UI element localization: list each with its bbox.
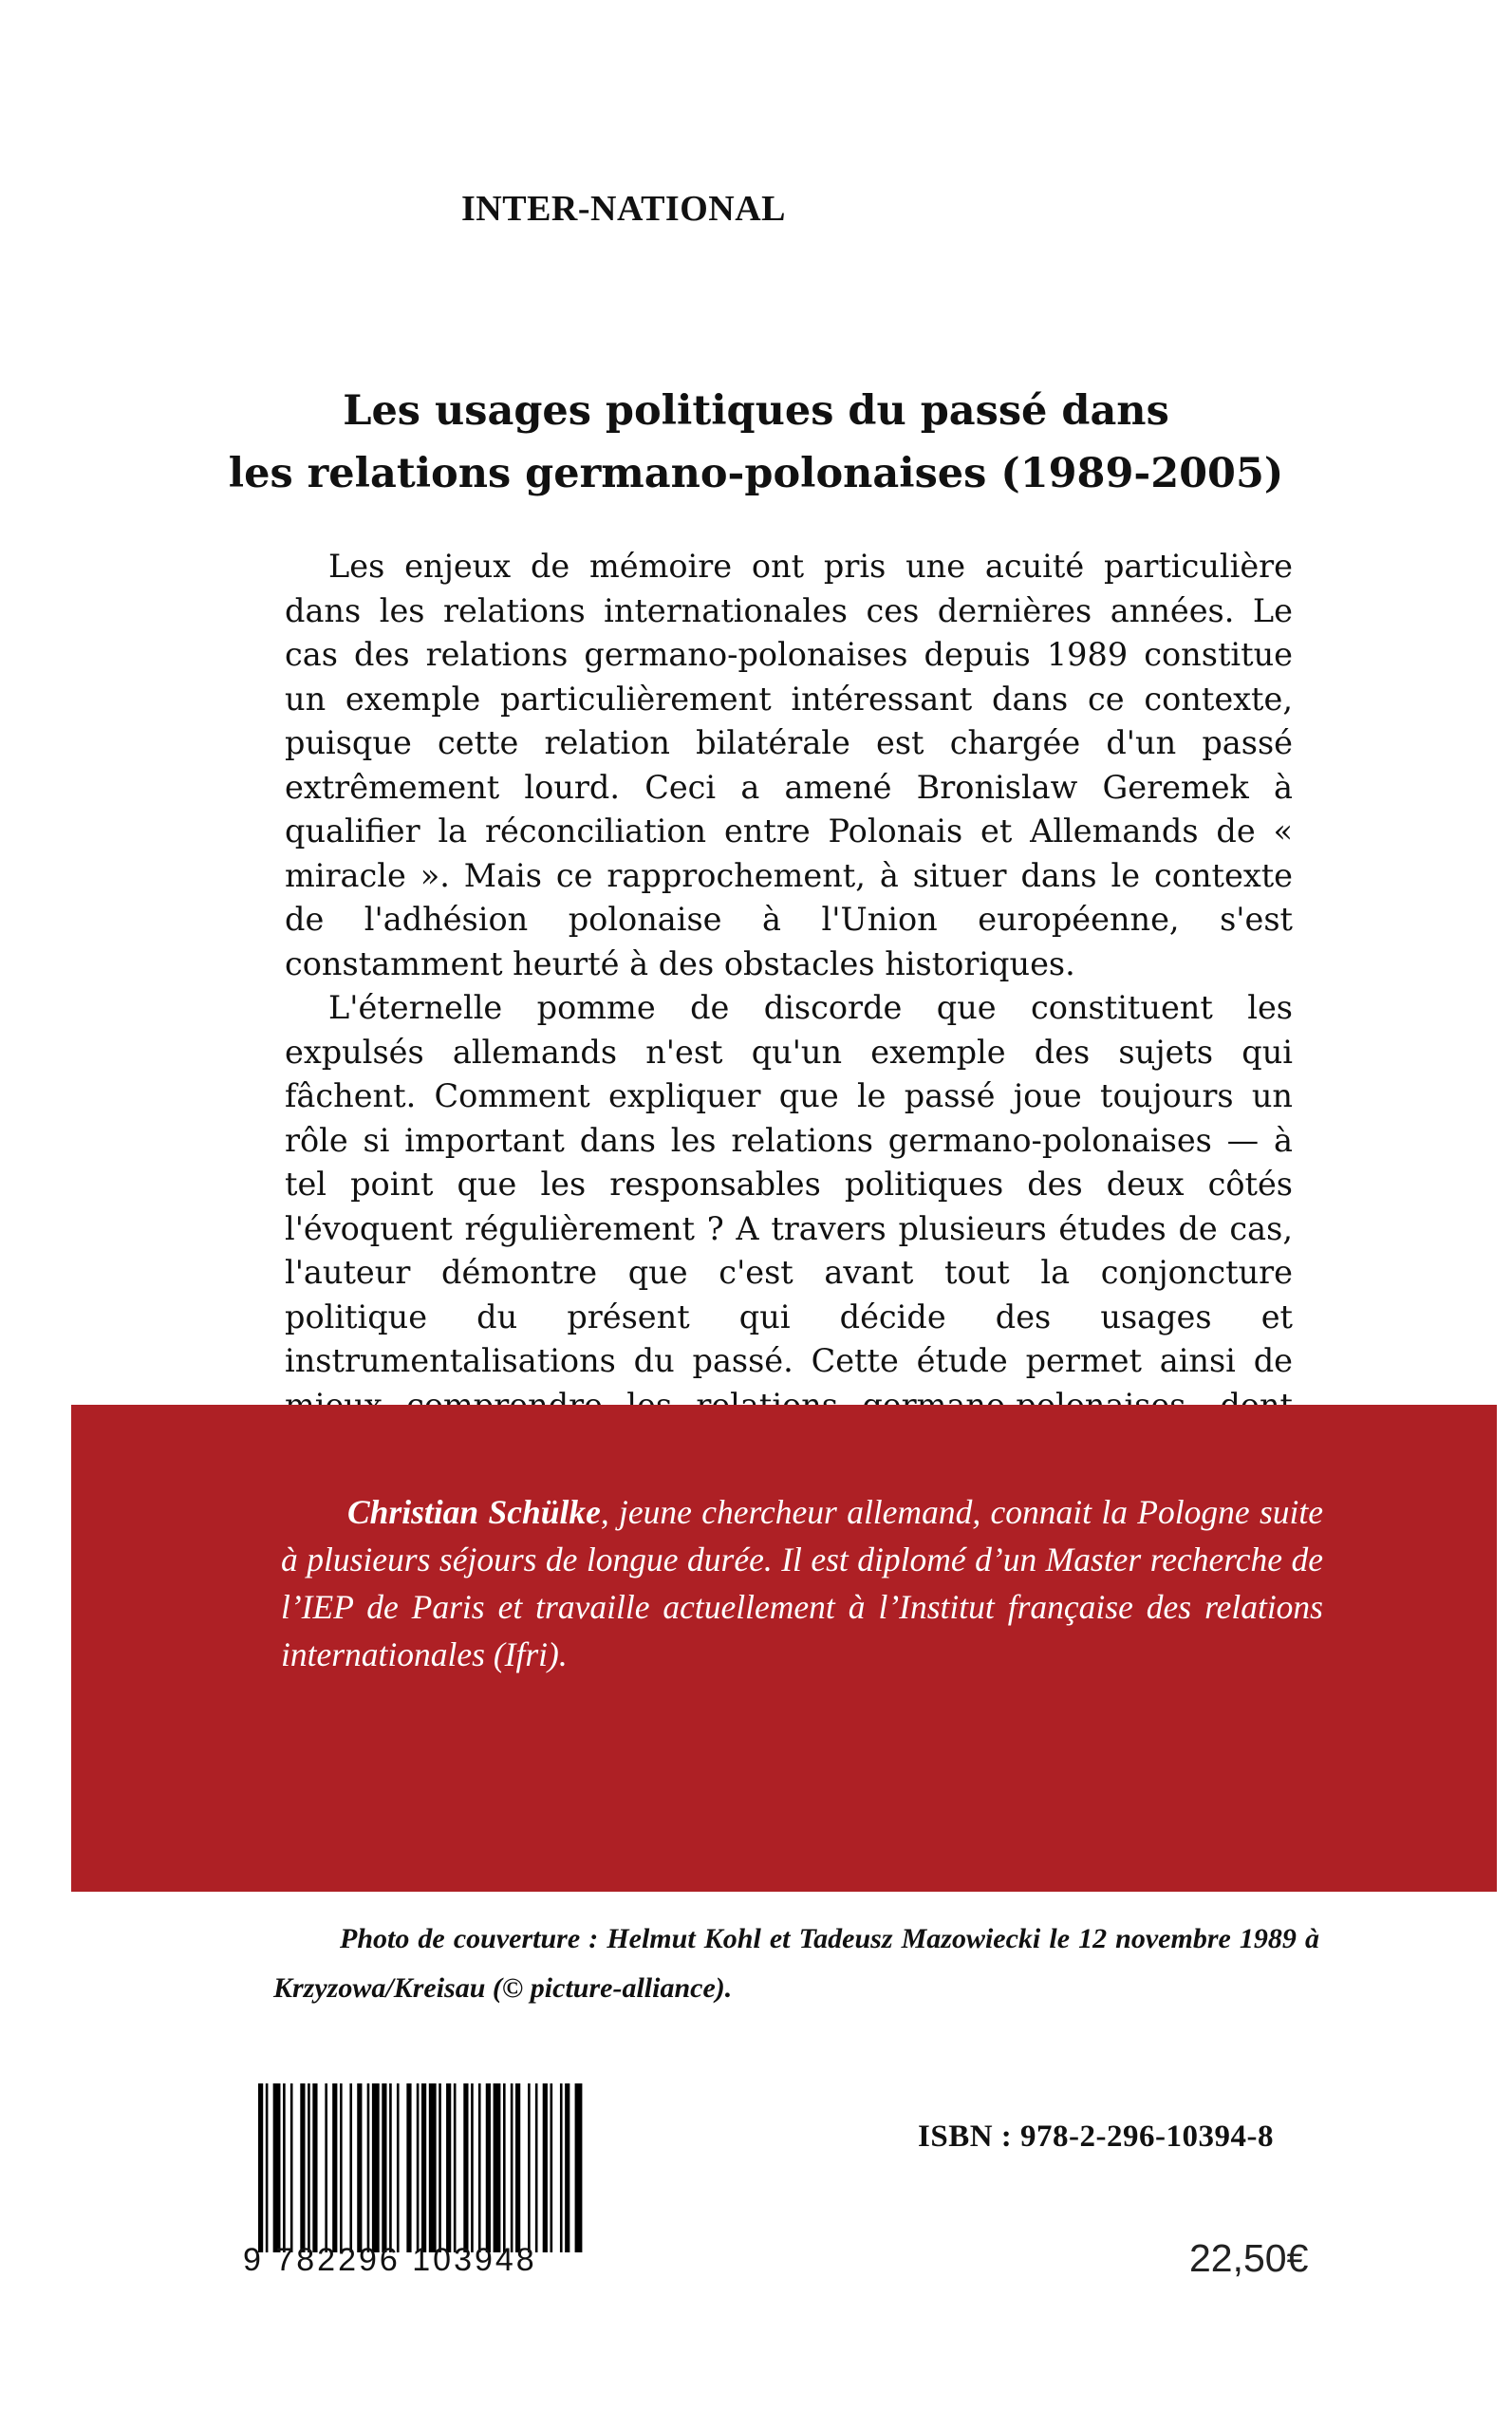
- book-title: [190, 380, 1322, 505]
- author-name: Christian Schülke: [347, 1493, 601, 1531]
- book-blurb: [285, 545, 1293, 1472]
- book-title-line-1: Les usages politiques du passé dans: [343, 387, 1169, 435]
- author-bio: [281, 1488, 1323, 1678]
- price: 22,50€: [1189, 2236, 1309, 2280]
- blurb-paragraph-2: L'éternelle pomme de discorde que constituent les expulsés allemands n'est qu'un exemple des sujets qui fâchent. Comment expliquer que le passé joue toujours un rôle si important dans les relations germano-polonaises — à tel point que les responsables politiques des deux côtés l'évoquent régulièrement ? A travers plusieurs études de cas, l'auteur démontre que c'est avant tout la conjoncture politique du présent qui décide des usages et instrumentalisations du passé. Cette étude permet ainsi de: [285, 989, 1293, 1379]
- book-title-line-2: les relations germano-polonaises (1989-2005): [228, 450, 1284, 497]
- photo-credit: Photo de couverture : Helmut Kohl et Tadeusz Mazowiecki le 12 novembre 1989 à Krzyzowa/Kreisau (© picture-alliance).: [273, 1923, 1319, 2004]
- author-bio-text: , jeune chercheur allemand, connait la Pologne suite à plusieurs séjours de longue durée. Il est diplomé d’un Master recherche de l’IEP de Paris et travaille actuellement à l’Institut française des relations internationales (Ifri).: [281, 1493, 1323, 1673]
- isbn: ISBN : 978-2-296-10394-8: [918, 2120, 1274, 2154]
- blurb-paragraph-1: Les enjeux de mémoire ont pris une acuité particulière dans les relations internationales ces dernières années. Le cas des relations germano-polonaises depuis 1989 constitue un exemple particulièrement intéressant dans ce contexte, puisque cette relation bilatérale est chargée d'un passé extrêmement lourd. Ceci a amené Bronislaw Geremek à qualifier la réconciliation entre Polonais et Allemands de « miracle ». Mais ce rapprochement, à situer dans le contexte de l'adhésion polonaise à l'Union européenne, s'est constamment heurté à des obstacles historiques.: [285, 548, 1293, 982]
- series-name: INTER-NATIONAL: [461, 189, 787, 229]
- barcode-digits: 9 782296 103948: [243, 2242, 537, 2278]
- barcode: [254, 2083, 588, 2252]
